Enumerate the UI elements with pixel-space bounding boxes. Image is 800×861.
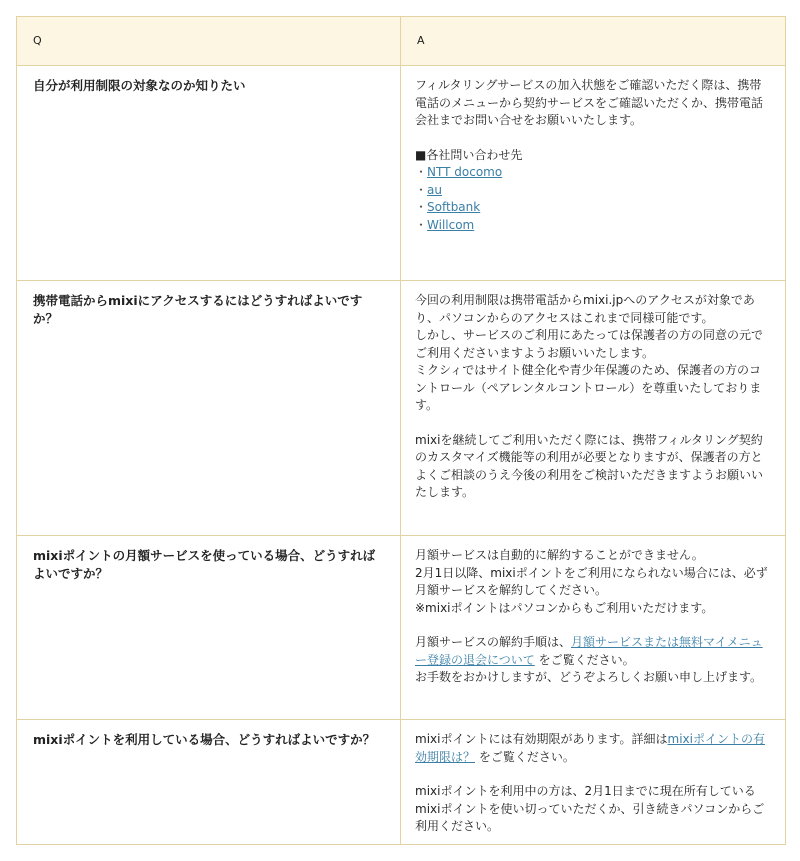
contact-link-willcom[interactable]: Willcom bbox=[427, 217, 475, 232]
monthly-service-cancel-link[interactable]: 月額サービスまたは無料マイメニュー登録の退会について bbox=[415, 635, 763, 667]
answer-paragraph: 月額サービスは自動的に解約することができません。 bbox=[415, 548, 704, 562]
contact-item: ・NTT docomo bbox=[415, 165, 503, 179]
answer-paragraph: mixiを継続してご利用いただく際には、携帯フィルタリング契約のカスタマイズ機能等の利用が必要となりますが、保護者の方とよくご相談のうえ今後の利用をご検討いただきますようお願いいたします。 bbox=[415, 432, 764, 499]
answer-paragraph: ※mixiポイントはパソコンからもご利用いただけます。 bbox=[415, 600, 714, 615]
answer-paragraph bbox=[415, 731, 769, 766]
answer-cell bbox=[401, 536, 786, 720]
point-expiry-link[interactable]: mixiポイントの有効期限は？ bbox=[415, 732, 765, 764]
question-cell: 自分が利用制限の対象なのか知りたい bbox=[17, 66, 401, 281]
answer-paragraph: 2月1日以降、mixiポイントをご利用になられない場合には、必ず月額サービスを解約してください。 bbox=[415, 565, 768, 597]
contact-link-au[interactable]: au bbox=[427, 182, 442, 197]
answer-cell bbox=[401, 66, 786, 281]
faq-row bbox=[17, 66, 786, 281]
answer-cell bbox=[401, 281, 786, 536]
answer-text: mixiポイントには有効期限があります。詳細は bbox=[415, 732, 668, 746]
answer-paragraph: しかし、サービスのご利用にあたっては保護者の方の同意の元でご利用くださいますようお願いいたします。 bbox=[415, 328, 764, 360]
q-column-header: Q bbox=[17, 17, 401, 66]
question-cell: mixiポイントの月額サービスを使っている場合、どうすればよいですか？ bbox=[17, 536, 401, 720]
answer-paragraph: フィルタリングサービスの加入状態をご確認いただく際は、携帯電話のメニューから契約サービスをご確認いただくか、携帯電話会社までお問い合せをお願いいたします。 bbox=[415, 78, 764, 127]
question-cell: 携帯電話からmixiにアクセスするにはどうすればよいですか？ bbox=[17, 281, 401, 536]
faq-table-wrapper bbox=[16, 16, 785, 845]
contact-item: ・au bbox=[415, 182, 442, 197]
answer-paragraph: 今回の利用制限は携帯電話からmixi.jpへのアクセスが対象であり、パソコンからのアクセスはこれまで同様可能です。 bbox=[415, 293, 755, 325]
answer-paragraph: mixiポイントを利用中の方は、2月1日までに現在所有しているmixiポイントを使い切っていただくか、引き続きパソコンからご利用ください。 bbox=[415, 784, 765, 833]
answer-text: をご覧ください。 bbox=[534, 652, 635, 667]
answer-text: をご覧ください。 bbox=[475, 749, 575, 764]
question-cell: mixiポイントを利用している場合、どうすればよいですか？ bbox=[17, 720, 401, 845]
faq-header-row bbox=[17, 17, 786, 66]
answer-text: 月額サービスの解約手順は、 bbox=[415, 635, 572, 649]
contacts-list bbox=[415, 164, 769, 234]
contact-link-docomo[interactable]: NTT docomo bbox=[427, 165, 503, 179]
answer-cell bbox=[401, 720, 786, 845]
faq-row bbox=[17, 281, 786, 536]
answer-paragraph: お手数をおかけしますが、どうぞよろしくお願い申し上げます。 bbox=[415, 670, 763, 684]
answer-paragraph bbox=[415, 634, 769, 669]
contact-item: ・Softbank bbox=[415, 200, 481, 214]
contact-item: ・Willcom bbox=[415, 217, 475, 232]
faq-row bbox=[17, 536, 786, 720]
faq-table bbox=[16, 16, 786, 845]
faq-row bbox=[17, 720, 786, 845]
answer-paragraph: ミクシィではサイト健全化や青少年保護のため、保護者の方のコントロール（ペアレンタルコントロール）を尊重いたしております。 bbox=[415, 363, 762, 412]
a-column-header: A bbox=[401, 17, 786, 66]
contact-link-softbank[interactable]: Softbank bbox=[427, 200, 481, 214]
contacts-heading: ■各社問い合わせ先 bbox=[415, 147, 523, 162]
